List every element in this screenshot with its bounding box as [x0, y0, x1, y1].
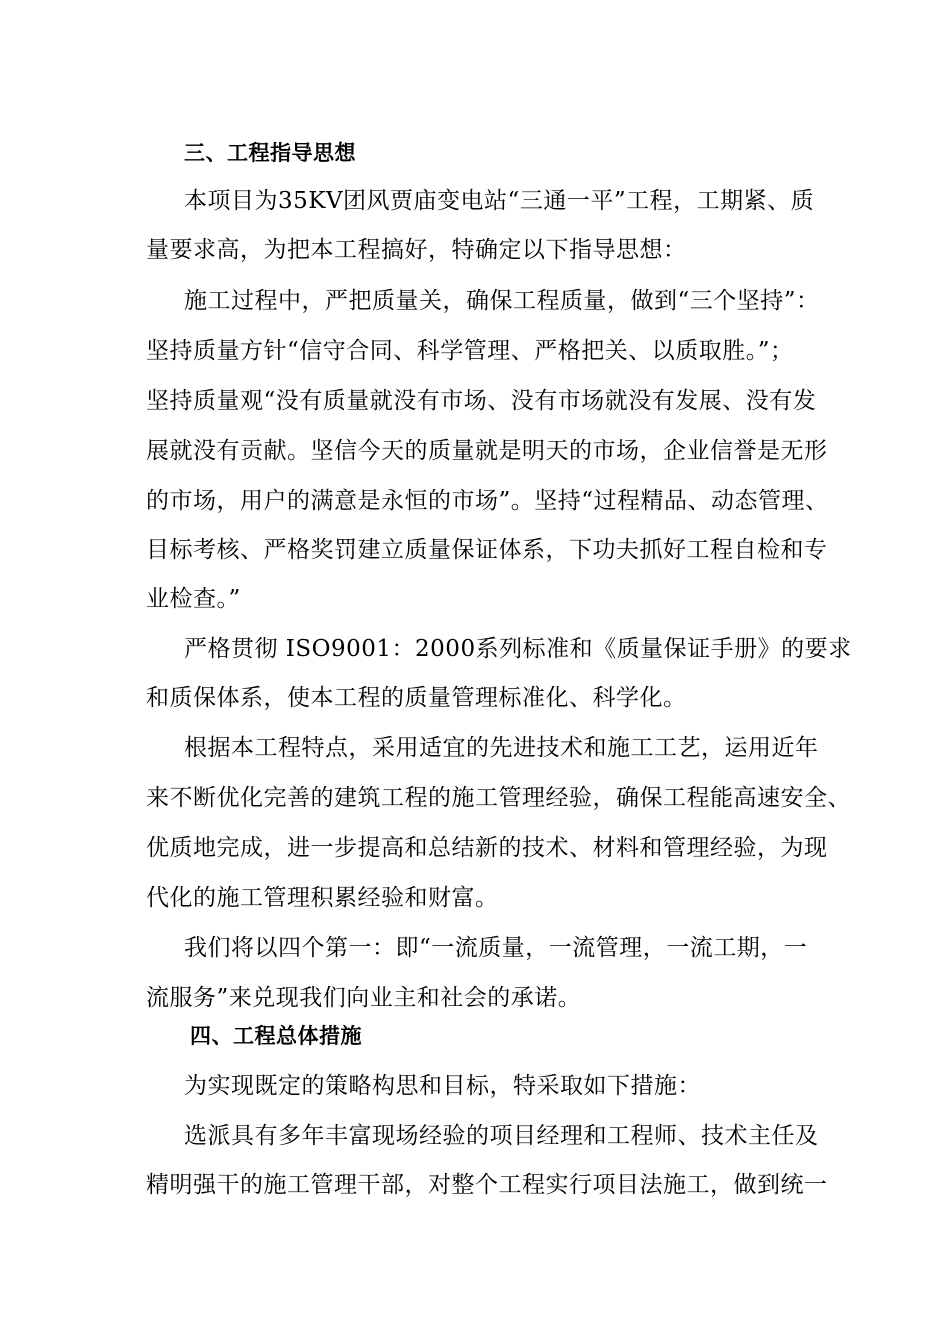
paragraph-line: 为实现既定的策略构思和目标，特采取如下措施： — [184, 1073, 701, 1099]
paragraph-line: 坚持质量方针“信守合同、科学管理、严格把关、以质取胜。”； — [146, 338, 794, 364]
paragraph-line: 代化的施工管理积累经验和财富。 — [146, 885, 499, 911]
paragraph-line: 本项目为35KV团风贾庙变电站“三通一平”工程，工期紧、质 — [184, 188, 815, 214]
section-heading-4: 四、工程总体措施 — [190, 1024, 362, 1048]
paragraph-line: 展就没有贡献。坚信今天的质量就是明天的市场，企业信誉是无形 — [146, 438, 828, 464]
paragraph-line: 流服务”来兑现我们向业主和社会的承诺。 — [146, 985, 582, 1011]
paragraph-line: 业检查。” — [146, 586, 241, 612]
paragraph-line: 目标考核、严格奖罚建立质量保证体系，下功夫抓好工程自检和专 — [146, 537, 828, 563]
paragraph-line: 优质地完成，进一步提高和总结新的技术、材料和管理经验，为现 — [146, 835, 828, 861]
paragraph-line: 精明强干的施工管理干部，对整个工程实行项目法施工，做到统一 — [146, 1172, 828, 1198]
paragraph-line: 严格贯彻 ISO9001：2000系列标准和《质量保证手册》的要求 — [184, 636, 852, 662]
paragraph-line: 来不断优化完善的建筑工程的施工管理经验，确保工程能高速安全、 — [146, 785, 851, 811]
paragraph-line: 根据本工程特点，采用适宜的先进技术和施工工艺，运用近年 — [184, 735, 819, 761]
paragraph-line: 的市场，用户的满意是永恒的市场”。坚持“过程精品、动态管理、 — [146, 488, 829, 514]
paragraph-line: 和质保体系，使本工程的质量管理标准化、科学化。 — [146, 685, 687, 711]
paragraph-line: 我们将以四个第一：即“一流质量，一流管理，一流工期，一 — [184, 935, 808, 961]
paragraph-line: 坚持质量观“没有质量就没有市场、没有市场就没有发展、没有发 — [146, 388, 817, 414]
paragraph-line: 施工过程中，严把质量关，确保工程质量，做到“三个坚持”： — [184, 288, 820, 314]
section-heading-3: 三、工程指导思想 — [184, 141, 356, 165]
paragraph-line: 量要求高，为把本工程搞好，特确定以下指导思想： — [146, 237, 687, 263]
paragraph-line: 选派具有多年丰富现场经验的项目经理和工程师、技术主任及 — [184, 1123, 819, 1149]
